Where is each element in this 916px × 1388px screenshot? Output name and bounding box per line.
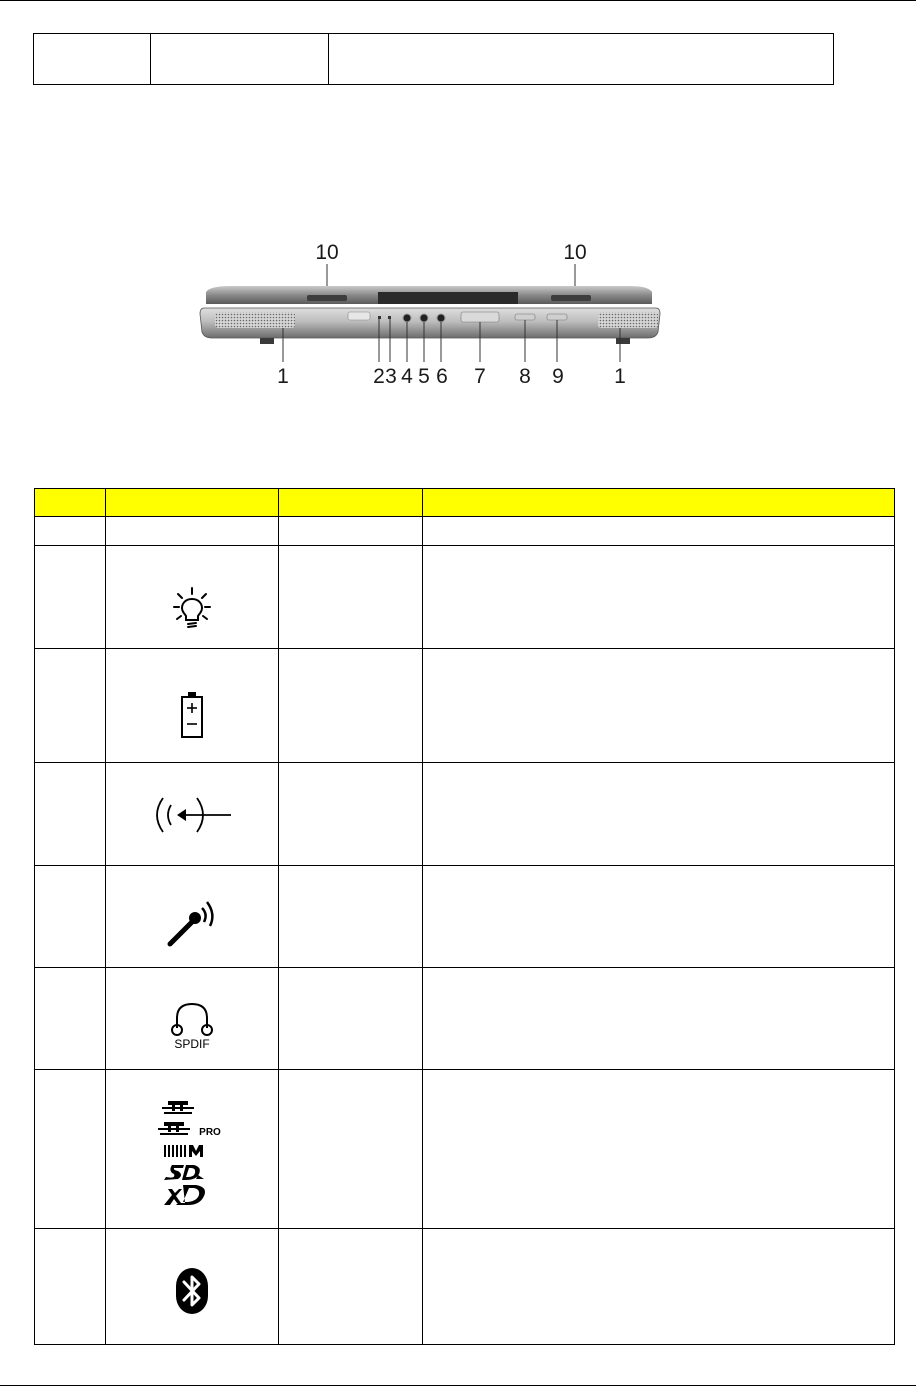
icon-cell	[106, 1070, 279, 1229]
callout-6: 6	[436, 365, 448, 388]
table-cell	[423, 763, 895, 866]
icon-cell	[106, 517, 279, 546]
icon-cell	[106, 866, 279, 968]
audio-jack	[437, 314, 445, 322]
lid-display-panel	[378, 292, 518, 304]
callout-5: 5	[418, 365, 430, 388]
page-bottom-rule	[0, 1385, 916, 1386]
xd-card-icon	[164, 1185, 205, 1205]
table-row	[35, 546, 895, 649]
speaker-grille-left	[215, 312, 295, 328]
table-cell	[279, 968, 423, 1070]
notebook-front-illustration	[170, 232, 670, 392]
led-indicator	[388, 316, 391, 319]
table-row	[35, 517, 895, 546]
table-cell	[35, 968, 106, 1070]
table-row	[35, 1070, 895, 1229]
table-cell	[279, 517, 423, 546]
table-cell	[35, 866, 106, 968]
table-cell	[423, 649, 895, 763]
table-header-row	[35, 489, 895, 517]
bluetooth-icon	[174, 1267, 210, 1315]
front-panel-plate	[348, 312, 370, 320]
lid-latch-right	[551, 295, 591, 301]
header-cell-2	[106, 489, 279, 517]
front-view-components-table	[34, 488, 895, 1345]
table-cell	[35, 517, 106, 546]
table-cell	[279, 546, 423, 649]
table-cell	[35, 1070, 106, 1229]
table-row	[35, 649, 895, 763]
table-row	[34, 34, 834, 85]
table-cell	[279, 649, 423, 763]
multimediacard-icon	[164, 1145, 203, 1157]
page-top-rule	[0, 0, 916, 1]
slide-switch	[547, 314, 567, 320]
callout-4: 4	[401, 365, 413, 388]
table-row	[35, 1229, 895, 1345]
audio-jack	[420, 314, 428, 322]
table-cell	[423, 1070, 895, 1229]
table-cell	[423, 517, 895, 546]
lid-latch-left	[307, 295, 347, 301]
memory-stick-icon	[162, 1101, 194, 1114]
callout-3: 3	[385, 365, 397, 388]
battery-icon	[180, 691, 204, 739]
table-cell	[34, 34, 151, 85]
table-cell	[329, 34, 834, 85]
sd-card-icon	[164, 1165, 204, 1180]
card-reader-icons	[152, 1095, 232, 1211]
icon-cell	[106, 1229, 279, 1345]
table-cell	[279, 1229, 423, 1345]
callout-8: 8	[519, 365, 531, 388]
table-cell	[423, 866, 895, 968]
icon-cell	[106, 763, 279, 866]
callout-2: 2	[373, 365, 385, 388]
callout-9: 9	[552, 365, 564, 388]
table-cell	[279, 763, 423, 866]
header-cell-4	[423, 489, 895, 517]
continued-table-fragment	[33, 33, 834, 85]
table-cell	[423, 968, 895, 1070]
spdif-label: SPDIF	[174, 1037, 210, 1050]
audio-jack	[403, 314, 411, 322]
table-row	[35, 763, 895, 866]
table-cell	[35, 546, 106, 649]
notebook-front-view-figure	[170, 232, 670, 392]
table-cell	[35, 1229, 106, 1345]
callout-10-right: 10	[563, 241, 587, 264]
card-reader-slot	[461, 312, 499, 322]
table-cell	[279, 1070, 423, 1229]
header-cell-3	[279, 489, 423, 517]
table-cell	[423, 1229, 895, 1345]
lightbulb-icon	[172, 585, 212, 629]
laptop-foot	[616, 338, 630, 344]
table-cell	[35, 649, 106, 763]
callout-7: 7	[474, 365, 486, 388]
pro-label: PRO	[199, 1127, 221, 1138]
table-cell	[35, 763, 106, 866]
table-cell	[151, 34, 329, 85]
laptop-foot	[260, 338, 274, 344]
icon-cell	[106, 546, 279, 649]
led-indicator	[378, 316, 381, 319]
callout-1-right: 1	[614, 365, 626, 388]
table-cell	[279, 866, 423, 968]
callout-1-left: 1	[277, 365, 289, 388]
table-row	[35, 968, 895, 1070]
icon-cell	[106, 649, 279, 763]
header-cell-1	[35, 489, 106, 517]
slide-switch	[515, 314, 535, 320]
table-cell	[423, 546, 895, 649]
microphone-icon	[166, 896, 218, 948]
line-in-icon	[151, 794, 233, 836]
icon-cell	[106, 968, 279, 1070]
memory-stick-pro-icon	[158, 1122, 221, 1138]
speaker-grille-right	[598, 312, 658, 328]
callout-10-left: 10	[315, 241, 339, 264]
table-row	[35, 866, 895, 968]
headphones-spdif-icon	[164, 998, 220, 1050]
